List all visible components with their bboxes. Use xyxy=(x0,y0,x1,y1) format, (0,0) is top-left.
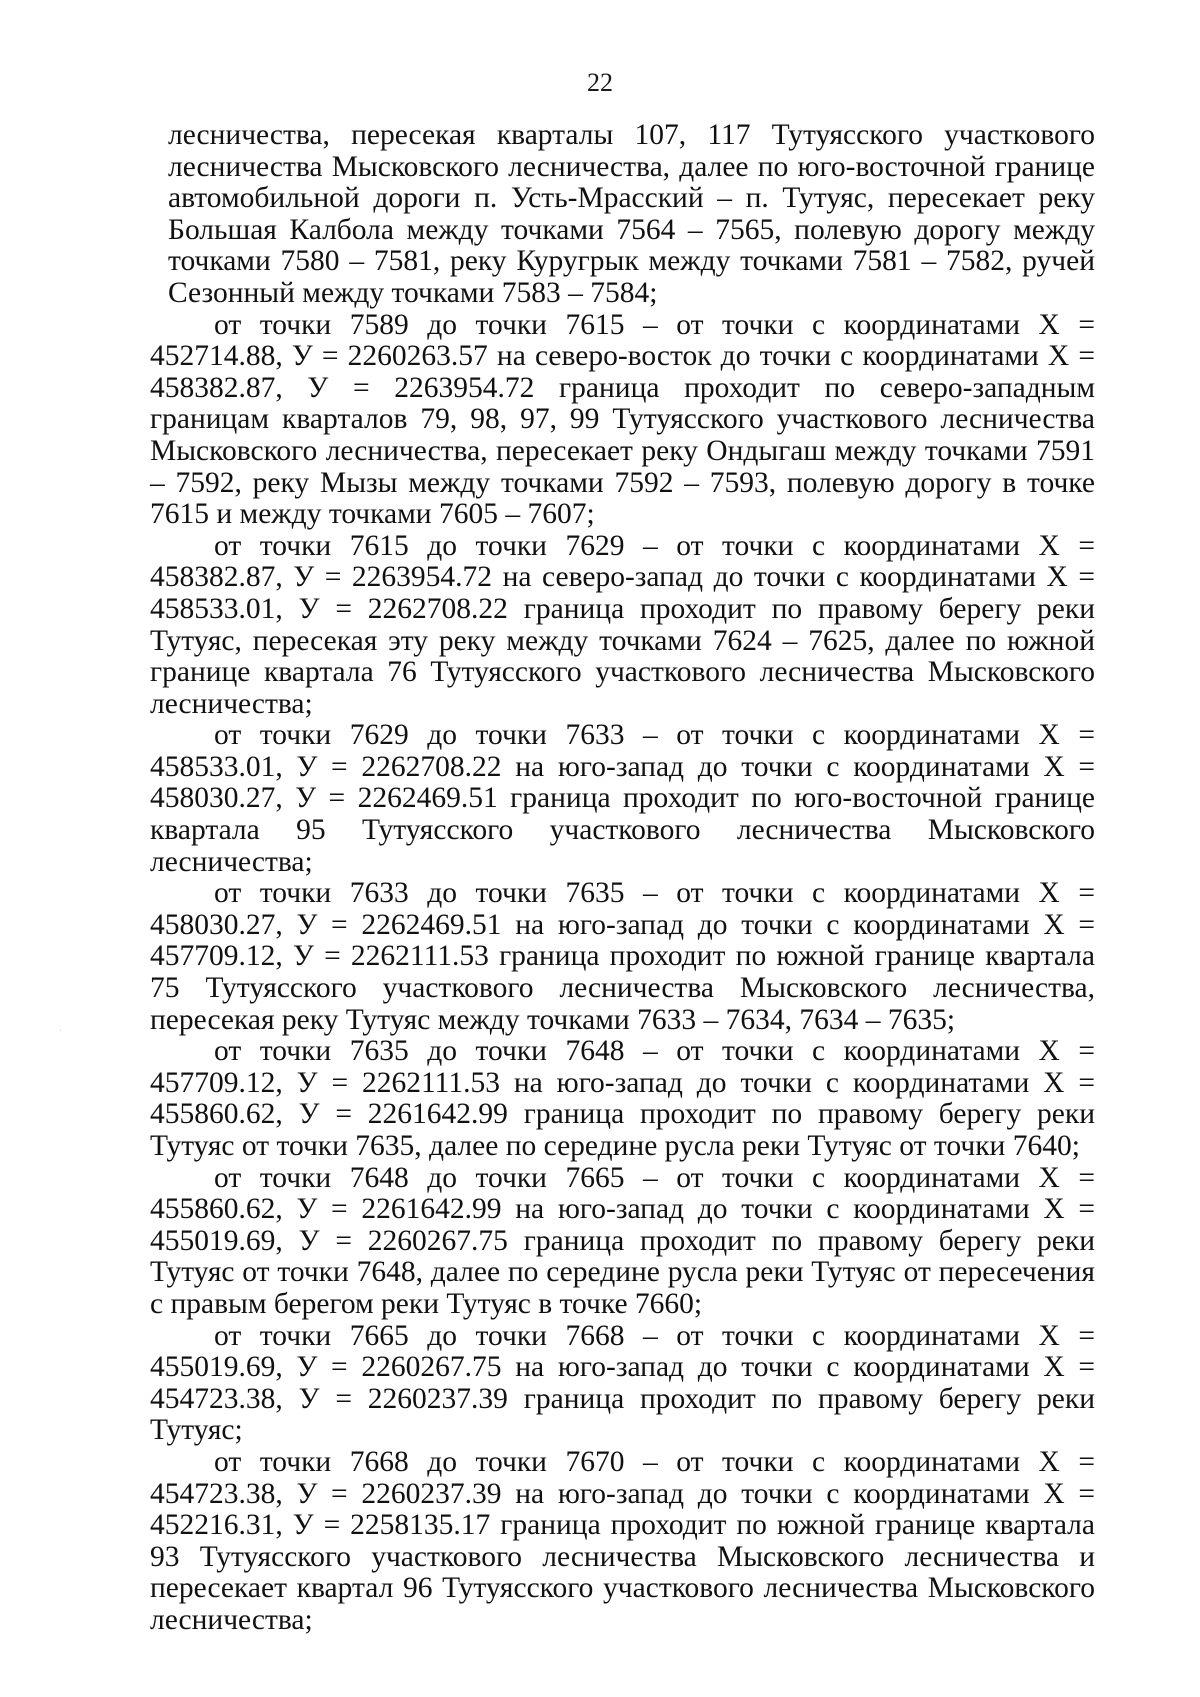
paragraph-7665-7668: от точки 7665 до точки 7668 – от точки с координатами Х = 455019.69, У = 2260267.75 на юго-запад до точки с координатами Х = 454723.38, У = 2260237.39 граница проходит по правому берегу реки Тутуяс; xyxy=(150,1319,1095,1447)
paragraph-7633-7635: от точки 7633 до точки 7635 – от точки с координатами Х = 458030.27, У = 2262469.51 на юго-запад до точки с координатами Х = 457709.12, У = 2262111.53 граница проходит по южной границе квартала 75 Тутуясского участкового лесничества Мысковского лесничества, пересекая реку Тутуяс между точками 7633 – 7634, 7634 – 7635; xyxy=(150,877,1095,1036)
paragraph-continuation: лесничества, пересекая кварталы 107, 117 Тутуясского участкового лесничества Мысковского лесничества, далее по юго-восточной границе автомобильной дороги п. Усть-Мрасский – п. Тутуяс, пересекает реку Большая Калбола между точками 7564 – 7565, полевую дорогу между точками 7580 – 7581, реку Куругрык между точками 7581 – 7582, ручей Сезонный между точками 7583 – 7584; xyxy=(168,119,1095,309)
document-body xyxy=(150,120,1095,1637)
paragraph-7648-7665: от точки 7648 до точки 7665 – от точки с координатами Х = 455860.62, У = 2261642.99 на юго-запад до точки с координатами Х = 455019.69, У = 2260267.75 граница проходит по правому берегу реки Тутуяс от точки 7648, далее по середине русла реки Тутуяс от пересечения с правым берегом реки Тутуяс в точке 7660; xyxy=(150,1161,1095,1320)
scan-margin-mark xyxy=(60,1030,61,1031)
paragraph-7629-7633: от точки 7629 до точки 7633 – от точки с координатами Х = 458533.01, У = 2262708.22 на юго-запад до точки с координатами Х = 458030.27, У = 2262469.51 граница проходит по юго-восточной границе квартала 95 Тутуясского участкового лесничества Мысковского лесничества; xyxy=(150,719,1095,878)
paragraph-7615-7629: от точки 7615 до точки 7629 – от точки с координатами Х = 458382.87, У = 2263954.72 на северо-запад до точки с координатами Х = 458533.01, У = 2262708.22 граница проходит по правому берегу реки Тутуяс, пересекая эту реку между точками 7624 – 7625, далее по южной границе квартала 76 Тутуясского участкового лесничества Мысковского лесничества; xyxy=(150,529,1095,720)
paragraph-7589-7615: от точки 7589 до точки 7615 – от точки с координатами Х = 452714.88, У = 2260263.57 на северо-восток до точки с координатами Х = 458382.87, У = 2263954.72 граница проходит по северо-западным границам кварталов 79, 98, 97, 99 Тутуясского участкового лесничества Мысковского лесничества, пересекает реку Ондыгаш между точками 7591 – 7592, реку Мызы между точками 7592 – 7593, полевую дорогу в точке 7615 и между точками 7605 – 7607; xyxy=(150,308,1095,531)
paragraph-7635-7648: от точки 7635 до точки 7648 – от точки с координатами Х = 457709.12, У = 2262111.53 на юго-запад до точки с координатами Х = 455860.62, У = 2261642.99 граница проходит по правому берегу реки Тутуяс от точки 7635, далее по середине русла реки Тутуяс от точки 7640; xyxy=(150,1035,1095,1162)
page-number: 22 xyxy=(587,68,613,97)
paragraph-7668-7670: от точки 7668 до точки 7670 – от точки с координатами Х = 454723.38, У = 2260237.39 на юго-запад до точки с координатами Х = 452216.31, У = 2258135.17 граница проходит по южной границе квартала 93 Тутуясского участкового лесничества Мысковского лесничества и пересекает квартал 96 Тутуясского участкового лесничества Мысковского лесничества; xyxy=(150,1445,1095,1636)
